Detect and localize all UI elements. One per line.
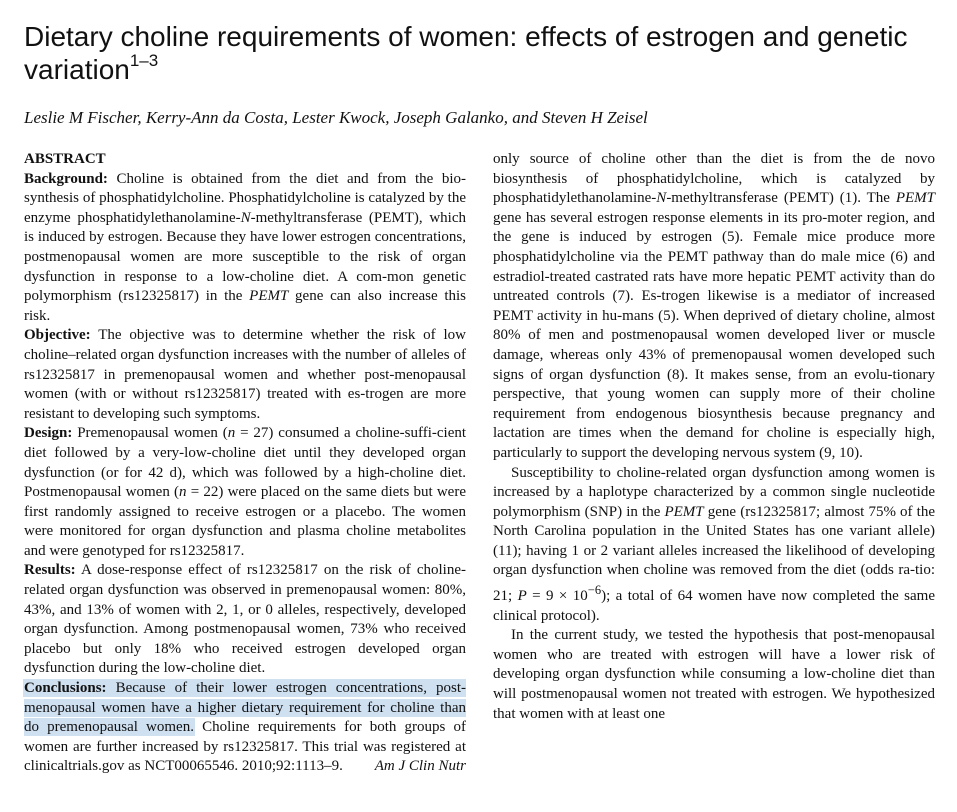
conclusions-label: Conclusions: — [24, 680, 107, 697]
results-label: Results: — [24, 562, 76, 579]
intro-gene-name: PEMT — [895, 190, 935, 207]
abstract-results — [24, 561, 466, 679]
intro-text: gene has several estrogen response elements in its pro-moter region, and the gene is induced by estrogen (5). Female mice produce more phosphatidylcholine via the PEMT pathway than do male mice (6) and estradiol-treated castrated rats have more hepatic PEMT activity than do untreated controls (7). Es-trogen likewise is a mediator of increased PEMT activity in hu-mans (5). When deprived of dietary choline, almost 80% of men and postmenopausal women developed liver or muscle damage, whereas only 43% of premenopausal women developed such signs of organ dysfunction (8). It makes sense, from an evolu-tionary perspective, that young women can supply more of their choline requirement from endogenous biosynthesis because pregnancy and lactation are times when the demand for choline is especially high, particularly to support the developing nervous system (9, 10). — [493, 209, 935, 461]
design-italic-n: n — [179, 484, 187, 501]
background-text: Choline is obtained from the diet and from the bio-synthesis of phosphatidylcholine. Phosphatidylcholine is catalyzed by the enzyme phosphatidylethanolamine- — [24, 170, 467, 226]
intro-paragraph-3 — [493, 626, 935, 724]
background-label: Background: — [24, 170, 108, 187]
design-italic-n: n — [227, 425, 236, 442]
background-text: -methyltransferase (PEMT), which is induced by estrogen. Because they have lower estrogen concentrations, postmenopausal women are more susceptible to the risk of organ dysfunction in response to a low-choline diet. A com-mon genetic polymorphism (rs12325817) in the — [24, 209, 466, 305]
design-text: Premenopausal women ( — [77, 425, 228, 442]
intro-paragraph-2 — [493, 464, 935, 627]
intro-italic-n: N — [656, 190, 667, 207]
title-text: Dietary choline requirements of women: effects of estrogen and genetic variation — [24, 21, 908, 85]
intro-text: only source of choline other than the diet is from the de novo biosynthesis of phosphatidylcholine, which is catalyzed by phosphatidylethanolamine- — [493, 151, 935, 207]
intro-text: -methyltransferase (PEMT) (1). The — [666, 190, 896, 207]
intro-paragraph-1 — [493, 150, 935, 464]
intro-text: gene (rs12325817; almost 75% of the North Carolina population in the United States has one variant allele) (11); having 1 or 2 variant alleles increased the likelihood of developing organ dysfunction when choline was removed from the diet (odds ra-tio: 21; — [493, 503, 935, 605]
background-italic-n: N — [240, 209, 251, 226]
intro-italic-p: P — [517, 588, 527, 605]
paper-title — [24, 20, 924, 90]
abstract-background — [24, 170, 466, 327]
results-text: A dose-response effect of rs12325817 on the risk of choline-related organ dysfunction was observed in premenopausal women: 80%, 43%, and 13% of women with 2, 1, or 0 alleles, respectively, developed organ dysfunction. Among postmenopausal women, 73% who received placebo but only 18% who received estrogen developed organ dysfunction during the low-choline diet. — [24, 562, 466, 677]
design-label: Design: — [24, 425, 73, 442]
conclusions-highlighted-text: Because of their lower estrogen concentrations, post-menopausal women have a higher dietary requirement for choline than do premenopausal women. — [24, 680, 466, 736]
abstract-objective — [24, 326, 466, 424]
objective-label: Objective: — [24, 327, 91, 344]
abstract-heading: ABSTRACT — [24, 151, 106, 167]
author-list: Leslie M Fischer, Kerry-Ann da Costa, Lester Kwock, Joseph Galanko, and Steven H Zeisel — [24, 108, 648, 127]
abstract-design — [24, 424, 466, 561]
body-column — [493, 150, 935, 724]
title-footnote-marker: 1–3 — [129, 51, 159, 70]
objective-text: The objective was to determine whether the risk of low choline–related organ dysfunction increases with the number of alleles of rs12325817 in premenopausal women and whether post-menopausal women (with or without rs12325817) treated with es-trogen are more resistant to developing such symptoms. — [24, 327, 466, 422]
intro-text: ); a total of 64 women have now completed the same clinical protocol). — [493, 588, 936, 624]
background-text: gene can also increase this risk. — [24, 288, 466, 324]
background-gene-name: PEMT — [249, 288, 289, 305]
intro-text: = 9 × 10 — [526, 588, 588, 605]
abstract-conclusions — [24, 679, 466, 777]
intro-text: In the current study, we tested the hypothesis that post-menopausal women who are treated with estrogen will have a lower risk of developing organ dysfunction while consuming a low-choline diet than will postmenopausal women not treated with estrogen. We hypothesized that women with at least one — [493, 627, 935, 722]
intro-gene-name: PEMT — [664, 503, 704, 520]
conclusions-text: Choline requirements for both groups of women are further increased by rs12325817. This trial was registered at clinicaltrials.gov as NCT00065546. — [24, 719, 466, 775]
design-text: = 22) were placed on the same diets but were first randomly assigned to receive estrogen or a placebo. The women were monitored for organ dysfunction and plasma choline metabolites and were genotyped for rs12325817. — [24, 484, 466, 559]
intro-text: Susceptibility to choline-related organ dysfunction among women is increased by a haplotype characterized by a common single nucleotide polymorphism (SNP) in the — [493, 464, 935, 520]
intro-exponent: −6 — [587, 583, 602, 598]
design-text: = 27) consumed a choline-suffi-cient diet followed by a very-low-choline diet until they developed organ dysfunction (or for 42 d), which was followed by a high-choline diet. Postmenopausal women ( — [24, 425, 467, 501]
abstract-column — [24, 150, 466, 777]
journal-citation-detail: 2010;92:1113–9. — [241, 758, 343, 775]
journal-citation-name: Am J Clin Nutr — [374, 758, 466, 775]
